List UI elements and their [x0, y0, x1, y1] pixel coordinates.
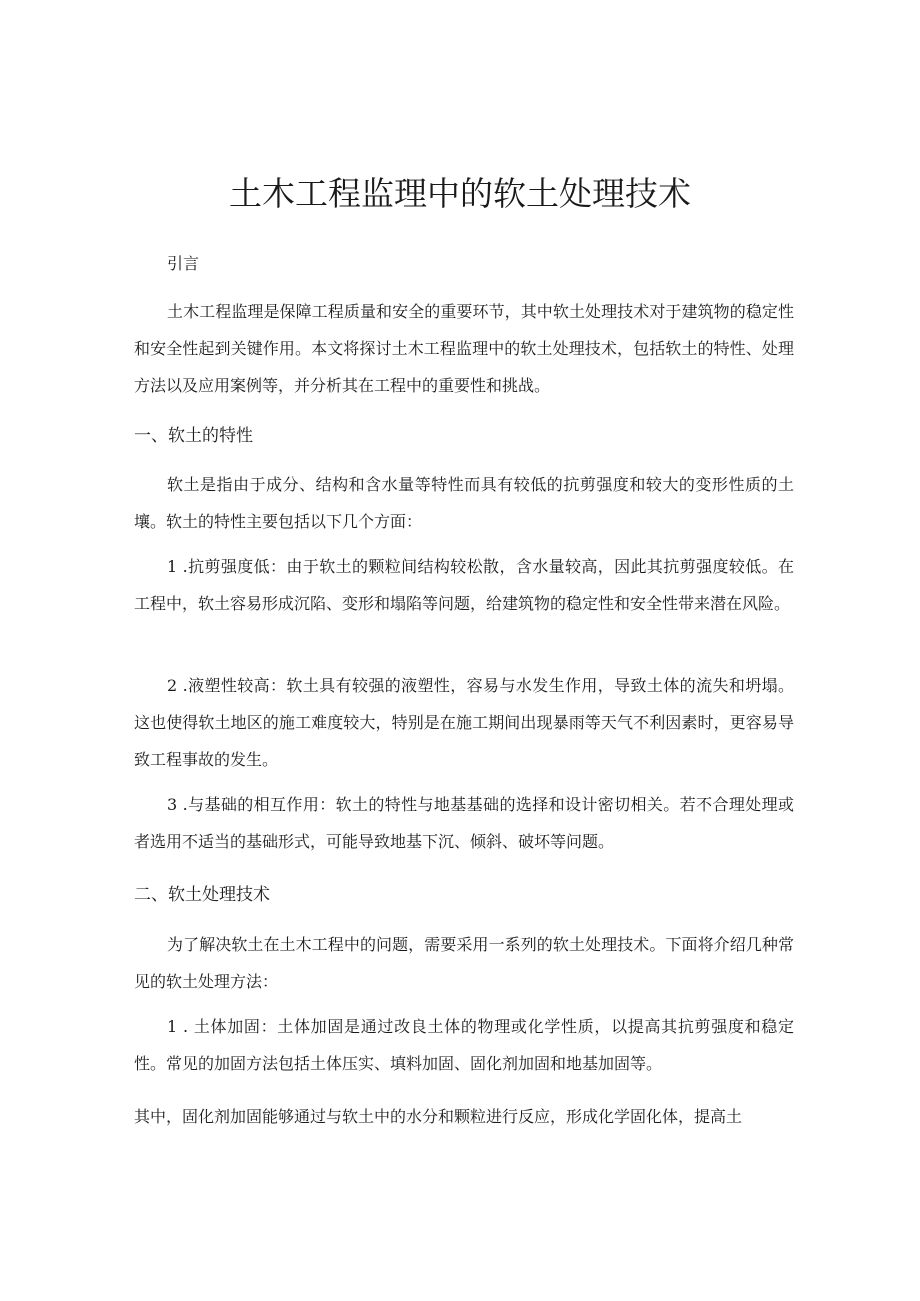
intro-label: 引言 [167, 254, 200, 273]
section-heading-2: 二、软土处理技术 [134, 885, 270, 905]
section2-paragraph: 为了解决软土在土木工程中的问题，需要采用一系列的软土处理技术。下面将介绍几种常见的软土处理方法： [134, 935, 794, 991]
section2-continuation: 其中，固化剂加固能够通过与软土中的水分和颗粒进行反应，形成化学固化体，提高土 [134, 1107, 743, 1126]
section1-paragraph: 软土是指由于成分、结构和含水量等特性而具有较低的抗剪强度和较大的变形性质的土壤。软土的特性主要包括以下几个方面： [134, 475, 794, 531]
section1-item-3: 3 .与基础的相互作用：软土的特性与地基基础的选择和设计密切相关。若不合理处理或者选用不适当的基础形式，可能导致地基下沉、倾斜、破坏等问题。 [134, 795, 794, 851]
section2-item-1: 1 . 土体加固：土体加固是通过改良土体的物理或化学性质，以提高其抗剪强度和稳定性。常见的加固方法包括土体压实、填料加固、固化剂加固和地基加固等。 [134, 1017, 794, 1073]
section1-item-1: 1 .抗剪强度低：由于软土的颗粒间结构较松散，含水量较高，因此其抗剪强度较低。在工程中，软土容易形成沉陷、变形和塌陷等问题，给建筑物的稳定性和安全性带来潜在风险。 [134, 557, 794, 613]
intro-paragraph: 土木工程监理是保障工程质量和安全的重要环节，其中软土处理技术对于建筑物的稳定性和安全性起到关键作用。本文将探讨土木工程监理中的软土处理技术，包括软土的特性、处理方法以及应用案例等，并分析其在工程中的重要性和挑战。 [134, 302, 794, 395]
section-heading-1: 一、软土的特性 [134, 426, 253, 446]
document-title: 土木工程监理中的软土处理技术 [229, 174, 691, 213]
section1-item-2: 2 .液塑性较高：软土具有较强的液塑性，容易与水发生作用，导致土体的流失和坍塌。这也使得软土地区的施工难度较大，特别是在施工期间出现暴雨等天气不利因素时，更容易导致工程事故的发生。 [134, 676, 794, 769]
